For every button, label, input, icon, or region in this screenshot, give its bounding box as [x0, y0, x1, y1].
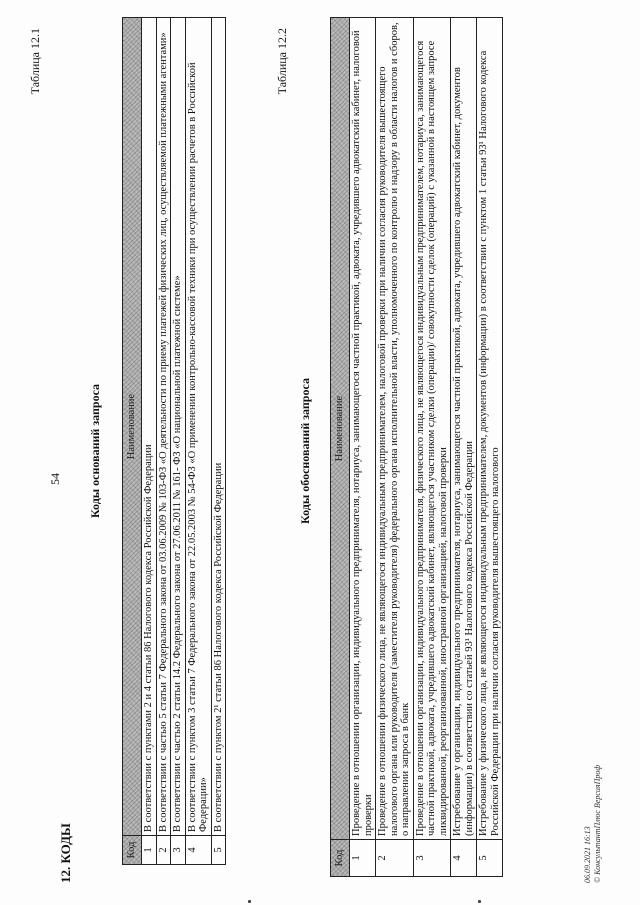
page-number: 54	[48, 473, 62, 485]
table-row	[211, 18, 226, 865]
row-text: В соответствии с пунктом 3 статьи 7 Федерального закона от 22.05.2003 № 54-ФЗ «О применении контрольно-кассовой техники при осуществлении расчетов в Российской Федерации»	[185, 18, 211, 836]
table-row	[413, 18, 451, 877]
table2-header-name: Наименование	[331, 18, 350, 840]
row-text: В соответствии с пунктами 2 и 4 статьи 86 Налогового кодекса Российской Федерации	[142, 18, 157, 836]
table1-header-name: Наименование	[123, 18, 142, 836]
row-code: 4	[185, 836, 211, 865]
table1-label: Таблица 12.1	[28, 28, 42, 95]
row-text: В соответствии с частью 5 статьи 7 Федерального закона от 03.06.2009 № 103-ФЗ «О деятельности по приему платежей физических лиц, осуществляемой платежными агентами»	[156, 18, 171, 836]
table1	[122, 17, 226, 865]
row-code: 2	[376, 840, 414, 877]
row-text: Истребование у организации, индивидуального предпринимателя, нотариуса, занимающегося частной практикой, адвоката, учредившего адвокатский кабинет, документов (информации) в соответствии со статьей 93¹ Налогового кодекса Российской Федерации	[451, 18, 477, 840]
table-row	[142, 18, 157, 865]
footer-source: © КонсультантПлюс ВерсияПроф	[593, 764, 602, 883]
row-code: 1	[350, 840, 376, 877]
table1-title: Коды оснований запроса	[88, 383, 102, 519]
row-code: 5	[211, 836, 226, 865]
row-code: 4	[451, 840, 477, 877]
table-row	[171, 18, 186, 865]
table2	[330, 17, 503, 877]
table-row	[156, 18, 171, 865]
row-code: 1	[142, 836, 157, 865]
table2-label: Таблица 12.2	[275, 28, 289, 95]
section-title: 12. КОДЫ	[58, 823, 73, 883]
footer-timestamp: 06.09.2021 16:13	[583, 826, 592, 883]
table2-title: Коды обоснований запроса	[298, 378, 312, 524]
row-text: Проведение в отношении физического лица, не являющегося индивидуальным предпринимателем, налоговой проверки при наличии согласия руководителя вышестоящего налогового органа или руководителя (заместителя руководителя) федерального органа исполнительной власти, уполномоченного по контролю и надзору в области налогов и сборов, о направлении запроса в банк	[376, 18, 414, 840]
row-code: 5	[477, 840, 503, 877]
row-text: Истребование у физического лица, не являющегося индивидуальным предпринимателем, документов (информации) в соответствии с пунктом 1 статьи 93¹ Налогового кодекса Российской Федерации при наличии согласия руководителя вышестоящего налогового	[477, 18, 503, 840]
row-code: 2	[156, 836, 171, 865]
table-row	[376, 18, 414, 877]
table2-header-code: Код	[331, 840, 350, 877]
row-text: Проведение в отношении организации, индивидуального предпринимателя, физического лица, не являющегося индивидуальным предпринимателем, нотариуса, занимающегося частной практикой, адвоката, учредившего адвокатский кабинет, являющегося участником сделки (операции)/ совокупности сделок (операций) с указанной в настоящем запросе ликвидированной, реорганизованной, иностранной организацией, налоговой проверки	[413, 18, 451, 840]
row-code: 3	[171, 836, 186, 865]
scan-mark	[478, 900, 481, 903]
row-code: 3	[413, 840, 451, 877]
scan-mark	[248, 900, 251, 903]
table-row	[477, 18, 503, 877]
row-text: Проведение в отношении организации, индивидуального предпринимателя, нотариуса, занимающегося частной практикой, адвоката, учредившего адвокатский кабинет, налоговой проверки	[350, 18, 376, 840]
table-row	[451, 18, 477, 877]
row-text: В соответствии с частью 2 статьи 14.2 Федерального закона от 27.06.2011 № 161- ФЗ «О национальной платежной системе»	[171, 18, 186, 836]
row-text: В соответствии с пунктом 2¹ статьи 86 Налогового кодекса Российской Федерации	[211, 18, 226, 836]
table-row	[185, 18, 211, 865]
table1-header-code: Код	[123, 836, 142, 865]
table-row	[350, 18, 376, 877]
